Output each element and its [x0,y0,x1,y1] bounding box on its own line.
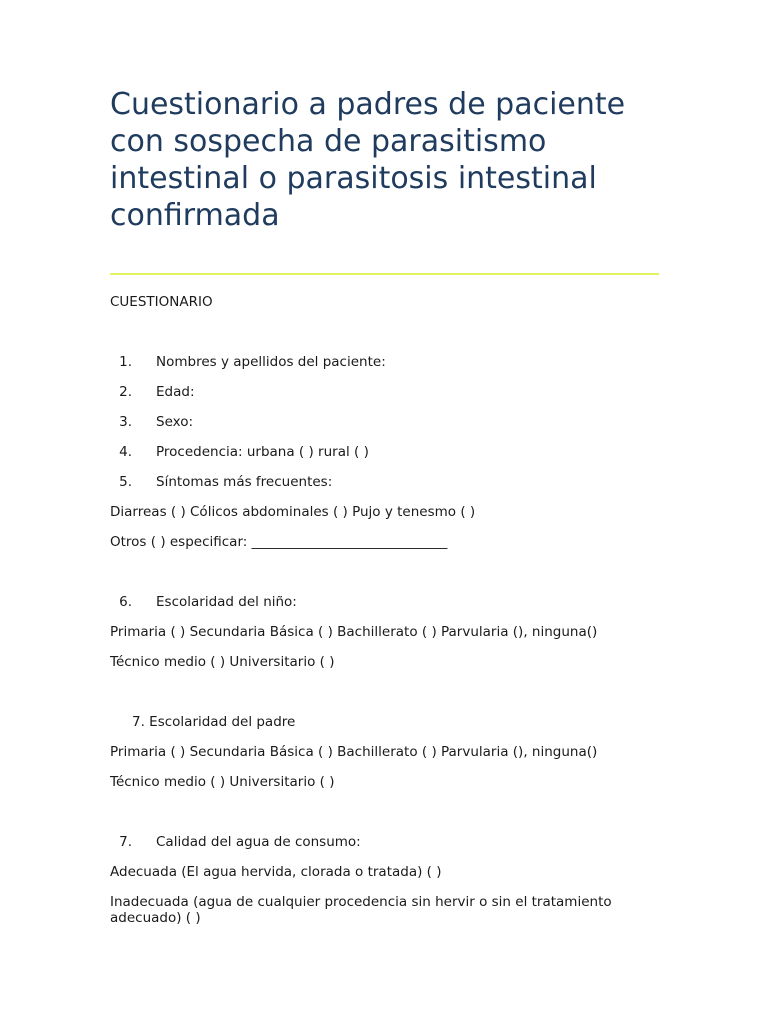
item-text: Sexo: [156,414,194,430]
item-number: 6. [119,594,132,610]
title-underline [110,273,659,275]
child-schooling-line2: Técnico medio ( ) Universitario ( ) [110,654,335,670]
father-schooling-line2: Técnico medio ( ) Universitario ( ) [110,774,335,790]
item-number: 7. [119,834,132,850]
water-inadequate-line: Inadecuada (agua de cualquier procedencia sin hervir o sin el tratamiento adecuado) ( ) [110,894,612,926]
item-number: 1. [119,354,132,370]
father-schooling-line1: Primaria ( ) Secundaria Básica ( ) Bachillerato ( ) Parvularia (), ninguna() [110,744,598,760]
item-number: 5. [119,474,132,490]
item-text: Procedencia: urbana ( ) rural ( ) [156,444,369,460]
water-adequate-line: Adecuada (El agua hervida, clorada o tratada) ( ) [110,864,442,880]
item-number: 3. [119,414,132,430]
item-text: Calidad del agua de consumo: [156,834,361,850]
item-text: Escolaridad del niño: [156,594,297,610]
section-label: CUESTIONARIO [110,294,213,310]
father-schooling-heading: 7. Escolaridad del padre [132,714,296,730]
item-text: Síntomas más frecuentes: [156,474,333,490]
item-number: 4. [119,444,132,460]
others-line: Otros ( ) especificar: _____________________________ [110,534,448,550]
symptoms-line: Diarreas ( ) Cólicos abdominales ( ) Pujo y tenesmo ( ) [110,504,476,520]
document-title: Cuestionario a padres de paciente con sospecha de parasitismo intestinal o parasitosis intestinal confirmada [110,87,626,233]
item-number: 2. [119,384,132,400]
item-text: Nombres y apellidos del paciente: [156,354,386,370]
item-text: Edad: [156,384,195,400]
child-schooling-line1: Primaria ( ) Secundaria Básica ( ) Bachillerato ( ) Parvularia (), ninguna() [110,624,598,640]
